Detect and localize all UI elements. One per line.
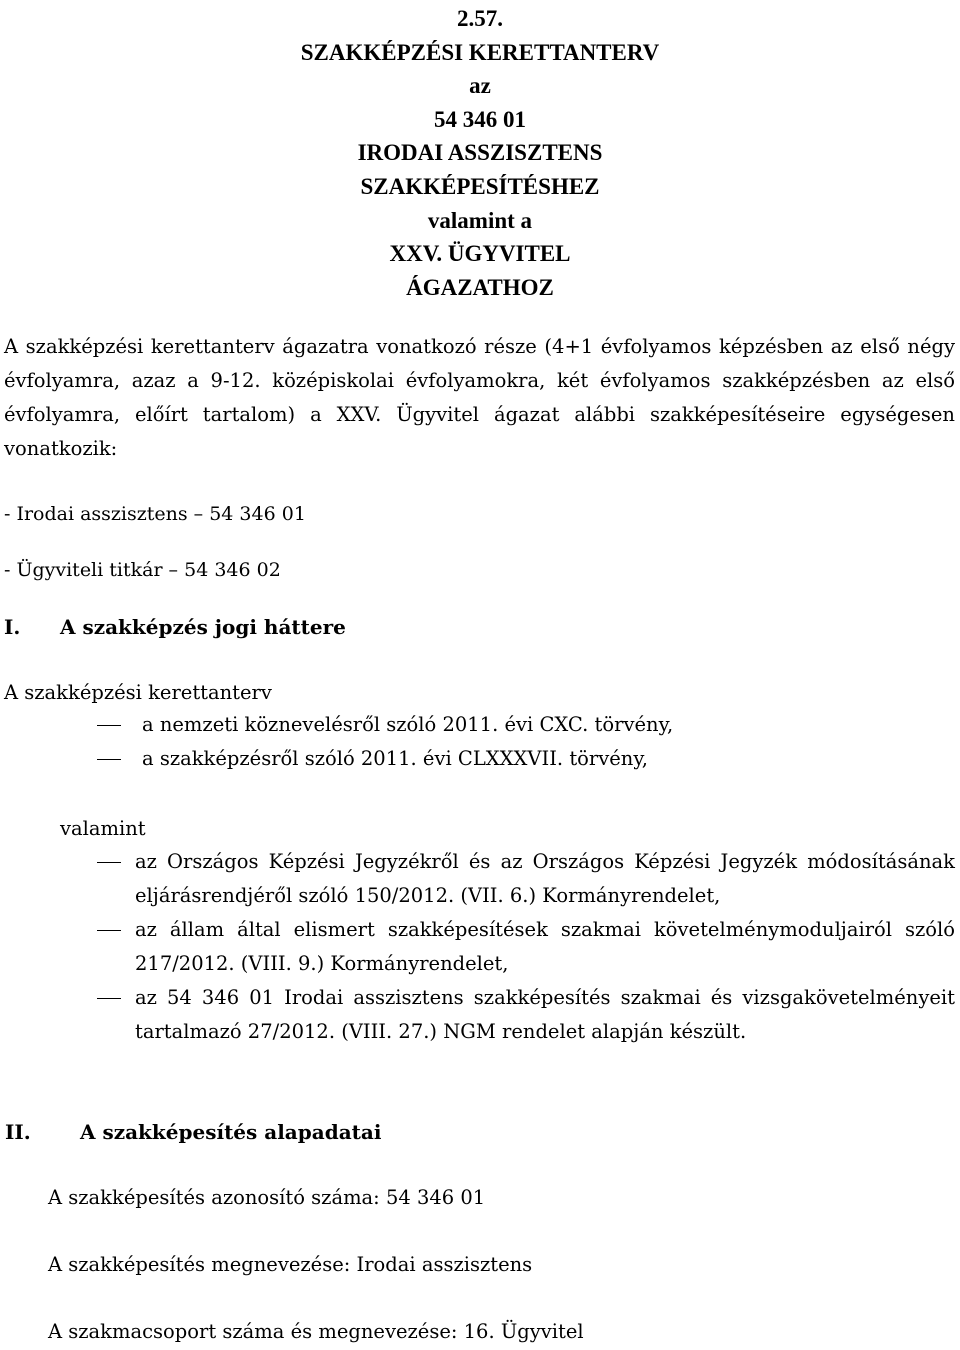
qualification-id-line: A szakképesítés azonosító száma: 54 346 01: [48, 1186, 486, 1209]
title-line: SZAKKÉPZÉSI KERETTANTERV: [300, 39, 660, 65]
section-2-title: A szakképesítés alapadatai: [80, 1120, 382, 1144]
dash-bullet: [97, 759, 121, 760]
regulation-text: az állam által elismert szakképesítések szakmai követelménymoduljairól szóló 217/2012. (VIII. 9.) Kormányrendelet,: [135, 918, 955, 975]
regulation-text: az 54 346 01 Irodai asszisztens szakképesítés szakmai és vizsgakövetelményeit tartalmazó 27/2012. (VIII. 27.) NGM rendelet alapján készült.: [135, 986, 955, 1043]
section-2-number: II.: [5, 1120, 31, 1144]
law-text: a szakképzésről szóló 2011. évi CLXXXVII. törvény,: [142, 747, 648, 770]
law-text: a nemzeti köznevelésről szóló 2011. évi CXC. törvény,: [142, 713, 674, 736]
profession-group-line: A szakmacsoport száma és megnevezése: 16. Ügyvitel: [48, 1320, 584, 1343]
legal-basis-lead: A szakképzési kerettanterv: [4, 681, 272, 704]
dash-bullet: [97, 725, 121, 726]
title-number: 2.57.: [457, 6, 503, 31]
section-1-title: A szakképzés jogi háttere: [60, 615, 346, 639]
title-line: 54 346 01: [434, 106, 526, 132]
title-line: IRODAI ASSZISZTENS: [357, 140, 603, 166]
section-1-number: I.: [4, 615, 21, 639]
document-title: [0, 2, 960, 304]
qualification-name-line: A szakképesítés megnevezése: Irodai asszisztens: [48, 1253, 533, 1276]
title-line: SZAKKÉPESÍTÉSHEZ: [360, 173, 600, 199]
title-line: ÁGAZATHOZ: [406, 274, 554, 300]
intro-paragraph: A szakképzési kerettanterv ágazatra vonatkozó része (4+1 évfolyamos képzésben az első négy évfolyamra, azaz a 9-12. középiskolai évfolyamokra, két évfolyamos szakképzésben az első évfolyamra, előírt tartalom) a XXV. Ügyvitel ágazat alábbi szakképesítéseire egységesen vonatkozik:: [4, 335, 955, 460]
qualification-item: - Ügyviteli titkár – 54 346 02: [4, 559, 281, 581]
dash-bullet: [97, 998, 121, 999]
regulation-item: [97, 981, 955, 1049]
dash-bullet: [97, 862, 121, 863]
title-line: az: [469, 73, 491, 99]
qualification-item: - Irodai asszisztens – 54 346 01: [4, 503, 306, 525]
title-line: XXV. ÜGYVITEL: [389, 241, 571, 267]
also-label: valamint: [60, 817, 146, 840]
dash-bullet: [97, 930, 121, 931]
regulation-item: [97, 913, 955, 981]
regulation-text: az Országos Képzési Jegyzékről és az Országos Képzési Jegyzék módosításának eljárásrendjéről szóló 150/2012. (VII. 6.) Kormányrendelet,: [135, 850, 955, 907]
regulation-item: [97, 845, 955, 913]
title-line: valamint a: [427, 207, 533, 233]
